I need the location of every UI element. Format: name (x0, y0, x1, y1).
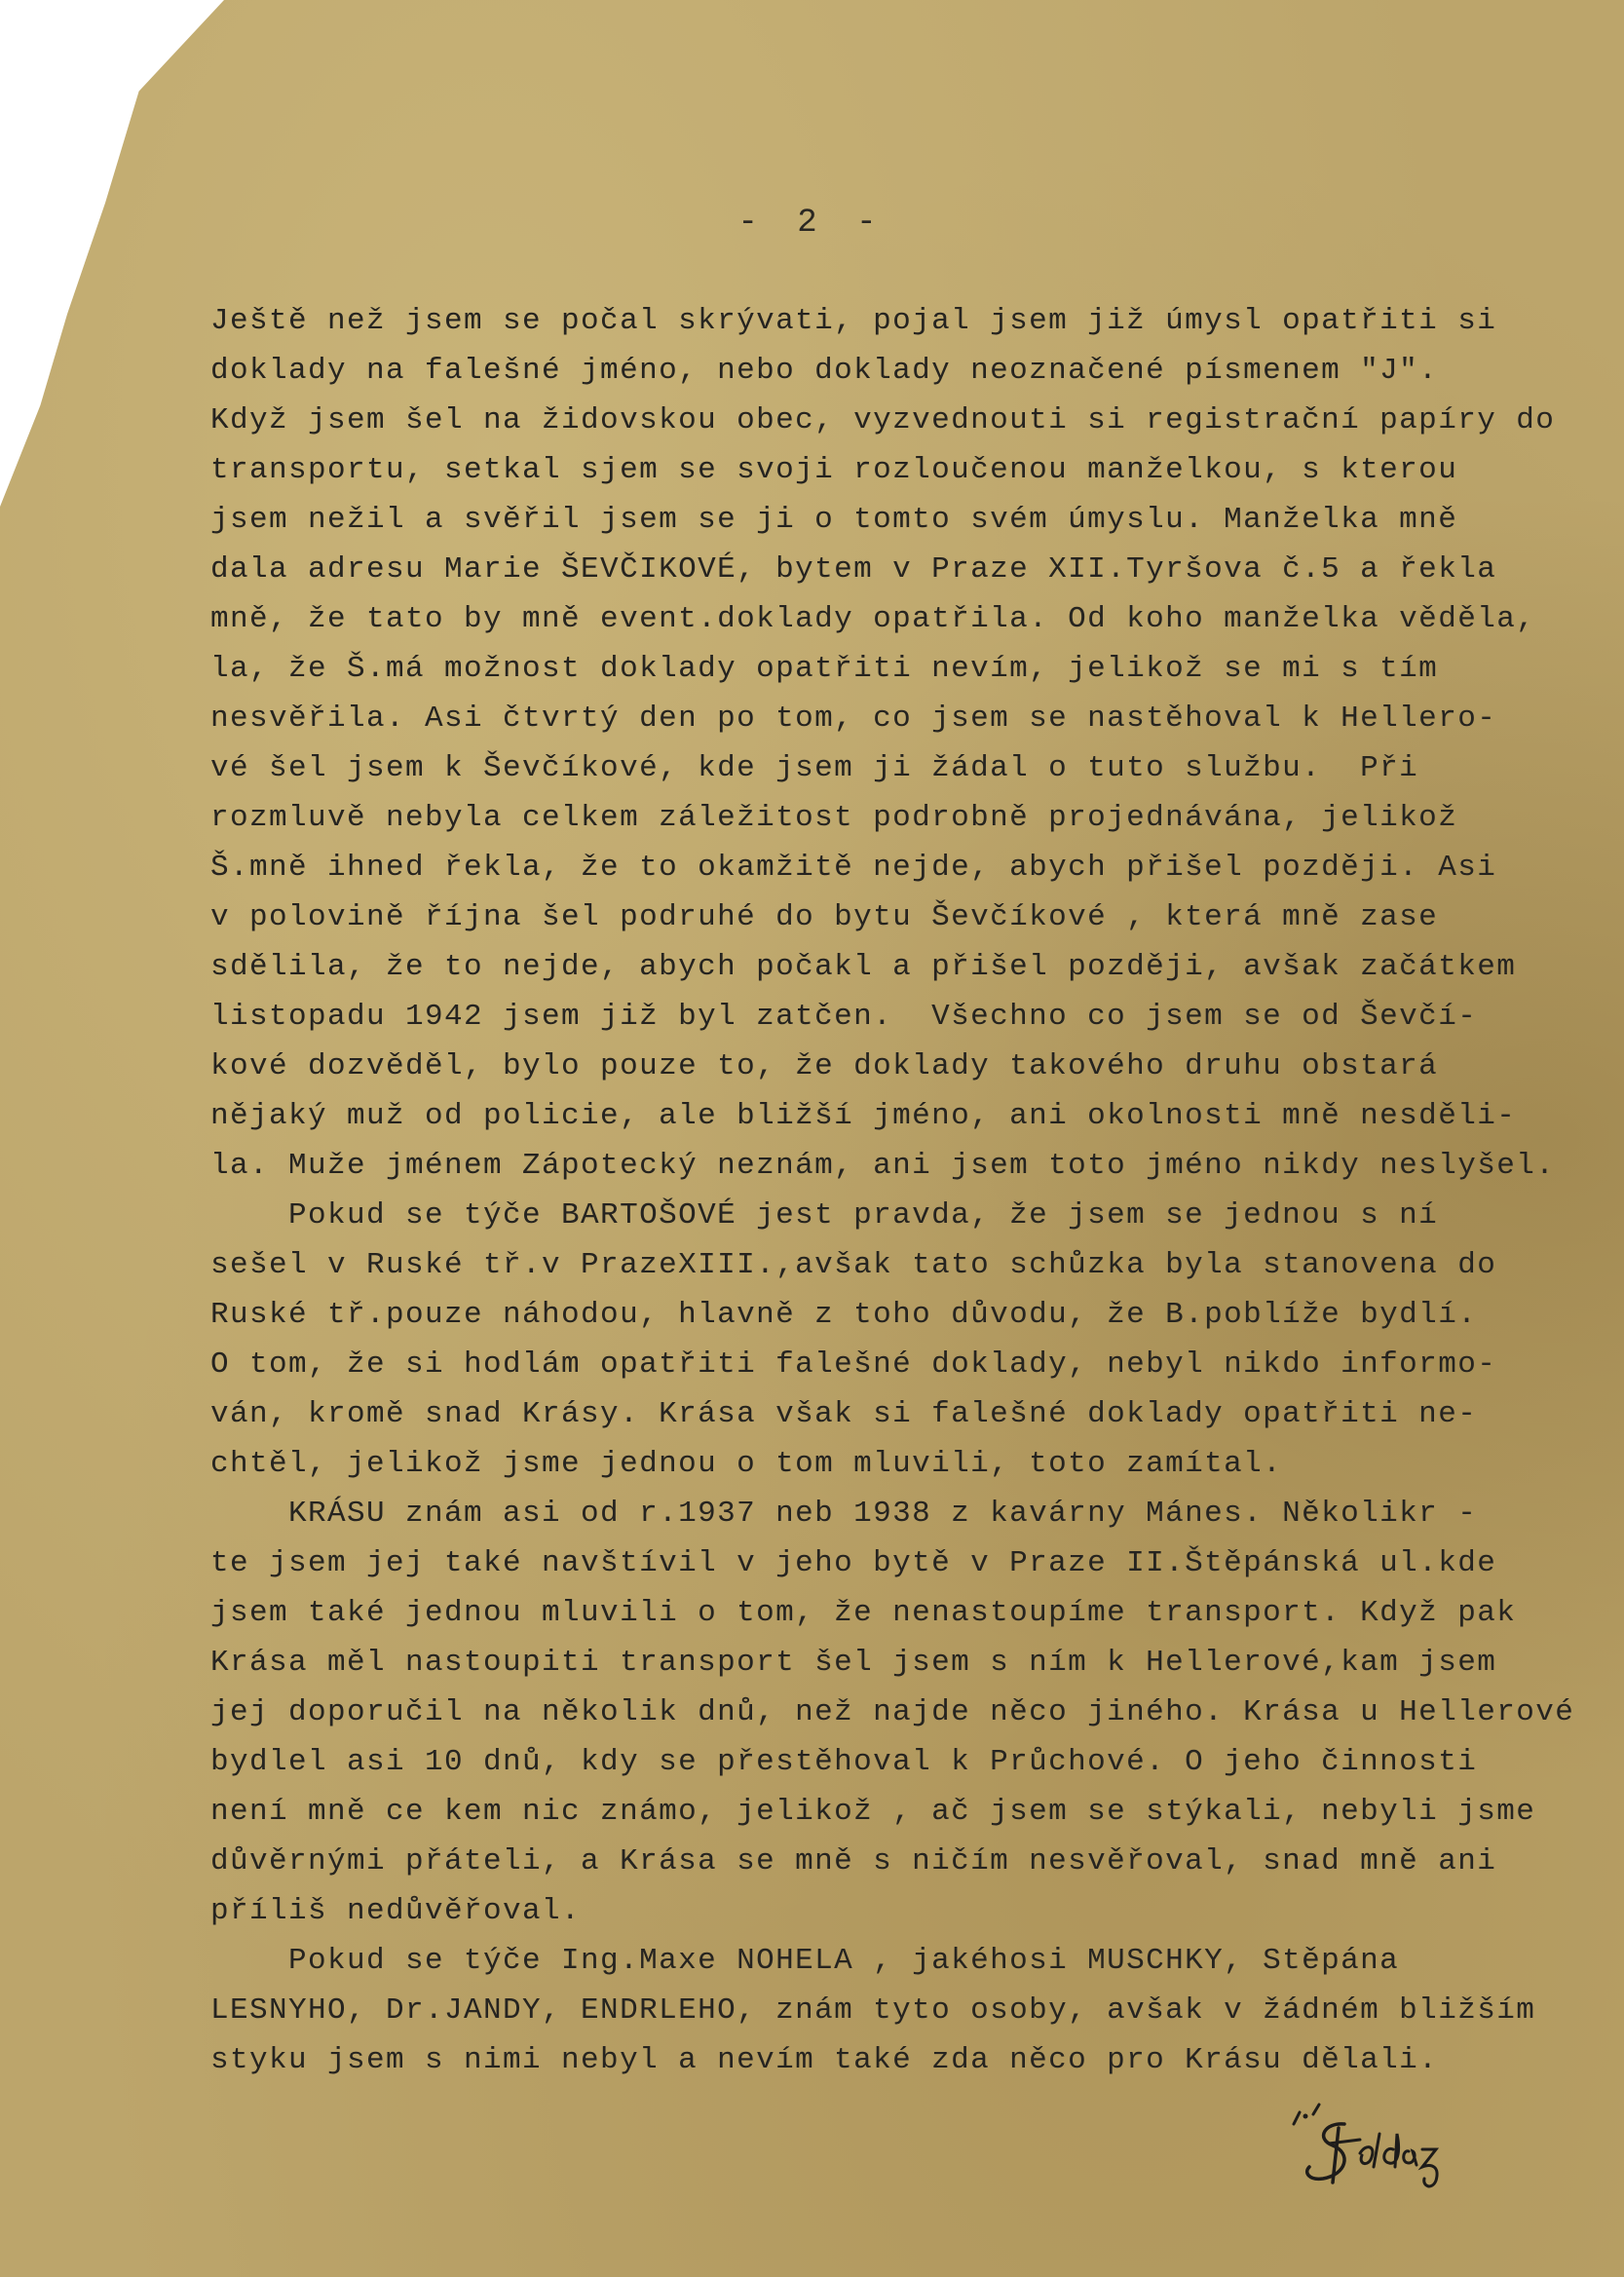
text-line: není mně ce kem nic známo, jelikož , ač jsem se stýkali, nebyli jsme (210, 1795, 1536, 1829)
torn-page-corner (0, 0, 224, 507)
text-line: jej doporučil na několik dnů, než najde něco jiného. Krása u Hellerové (210, 1695, 1575, 1729)
text-line: příliš nedůvěřoval. (210, 1894, 582, 1928)
text-line: důvěrnými přáteli, a Krása se mně s ničím nesvěřoval, snad mně ani (210, 1844, 1497, 1879)
text-line: sdělila, že to nejde, abych počakl a přišel později, avšak začátkem (210, 950, 1517, 984)
text-line: ván, kromě snad Krásy. Krása však si falešné doklady opatřiti ne- (210, 1397, 1478, 1431)
text-line: v polovině října šel podruhé do bytu Ševčíkové , která mně zase (210, 900, 1439, 934)
text-line: jsem také jednou mluvili o tom, že nenastoupíme transport. Když pak (210, 1596, 1517, 1630)
text-line: LESNYHO, Dr.JANDY, ENDRLEHO, znám tyto osoby, avšak v žádném bližším (210, 1993, 1536, 2028)
text-line: nesvěřila. Asi čtvrtý den po tom, co jsem se nastěhoval k Hellero- (210, 702, 1497, 736)
text-line: rozmluvě nebyla celkem záležitost podrobně projednávána, jelikož (210, 801, 1458, 835)
text-line: mně, že tato by mně event.doklady opatřila. Od koho manželka věděla, (210, 602, 1536, 636)
page-number: - 2 - (737, 205, 887, 242)
text-line: te jsem jej také navštívil v jeho bytě v Praze II.Štěpánská ul.kde (210, 1546, 1497, 1580)
text-line: Pokud se týče BARTOŠOVÉ jest pravda, že jsem se jednou s ní (210, 1198, 1439, 1233)
text-line: transportu, setkal sjem se svoji rozloučenou manželkou, s kterou (210, 453, 1458, 487)
text-line: Ještě než jsem se počal skrývati, pojal jsem již úmysl opatřiti si (210, 304, 1497, 338)
text-line: Š.mně ihned řekla, že to okamžitě nejde, abych přišel později. Asi (210, 851, 1497, 885)
text-line: vé šel jsem k Ševčíkové, kde jsem ji žádal o tuto službu. Při (210, 751, 1419, 785)
text-line: O tom, že si hodlám opatřiti falešné doklady, nebyl nikdo informo- (210, 1347, 1497, 1382)
text-line: bydlel asi 10 dnů, kdy se přestěhoval k Průchové. O jeho činnosti (210, 1745, 1478, 1779)
text-line: Krása měl nastoupiti transport šel jsem s ním k Hellerové,kam jsem (210, 1646, 1497, 1680)
text-line: doklady na falešné jméno, nebo doklady neoznačené písmenem "J". (210, 354, 1439, 388)
text-line: jsem nežil a svěřil jsem se ji o tomto svém úmyslu. Manželka mně (210, 503, 1458, 537)
text-line: la, že Š.má možnost doklady opatřiti nevím, jelikož se mi s tím (210, 652, 1439, 686)
text-line: Pokud se týče Ing.Maxe NOHELA , jakéhosi MUSCHKY, Stěpána (210, 1944, 1400, 1978)
text-line: Když jsem šel na židovskou obec, vyzvednouti si registrační papíry do (210, 403, 1556, 437)
text-line: listopadu 1942 jsem již byl zatčen. Všechno co jsem se od Ševčí- (210, 1000, 1478, 1034)
text-line: Ruské tř.pouze náhodou, hlavně z toho důvodu, že B.poblíže bydlí. (210, 1298, 1478, 1332)
text-line: KRÁSU znám asi od r.1937 neb 1938 z kavárny Mánes. Několikr - (210, 1497, 1478, 1531)
text-line: chtěl, jelikož jsme jednou o tom mluvili, toto zamítal. (210, 1447, 1283, 1481)
text-line: styku jsem s nimi nebyl a nevím také zda něco pro Krásu dělali. (210, 2043, 1439, 2077)
text-line: dala adresu Marie ŠEVČIKOVÉ, bytem v Praze XII.Tyršova č.5 a řekla (210, 552, 1497, 587)
text-line: sešel v Ruské tř.v PrazeXIII.,avšak tato schůzka byla stanovena do (210, 1248, 1497, 1282)
handwritten-signature (1276, 2085, 1452, 2202)
document-body (210, 296, 1574, 2085)
text-line: nějaký muž od policie, ale bližší jméno, ani okolnosti mně nesděli- (210, 1099, 1517, 1133)
text-line: la. Muže jménem Zápotecký neznám, ani jsem toto jméno nikdy neslyšel. (210, 1149, 1556, 1183)
text-line: kové dozvěděl, bylo pouze to, že doklady takového druhu obstará (210, 1049, 1439, 1083)
